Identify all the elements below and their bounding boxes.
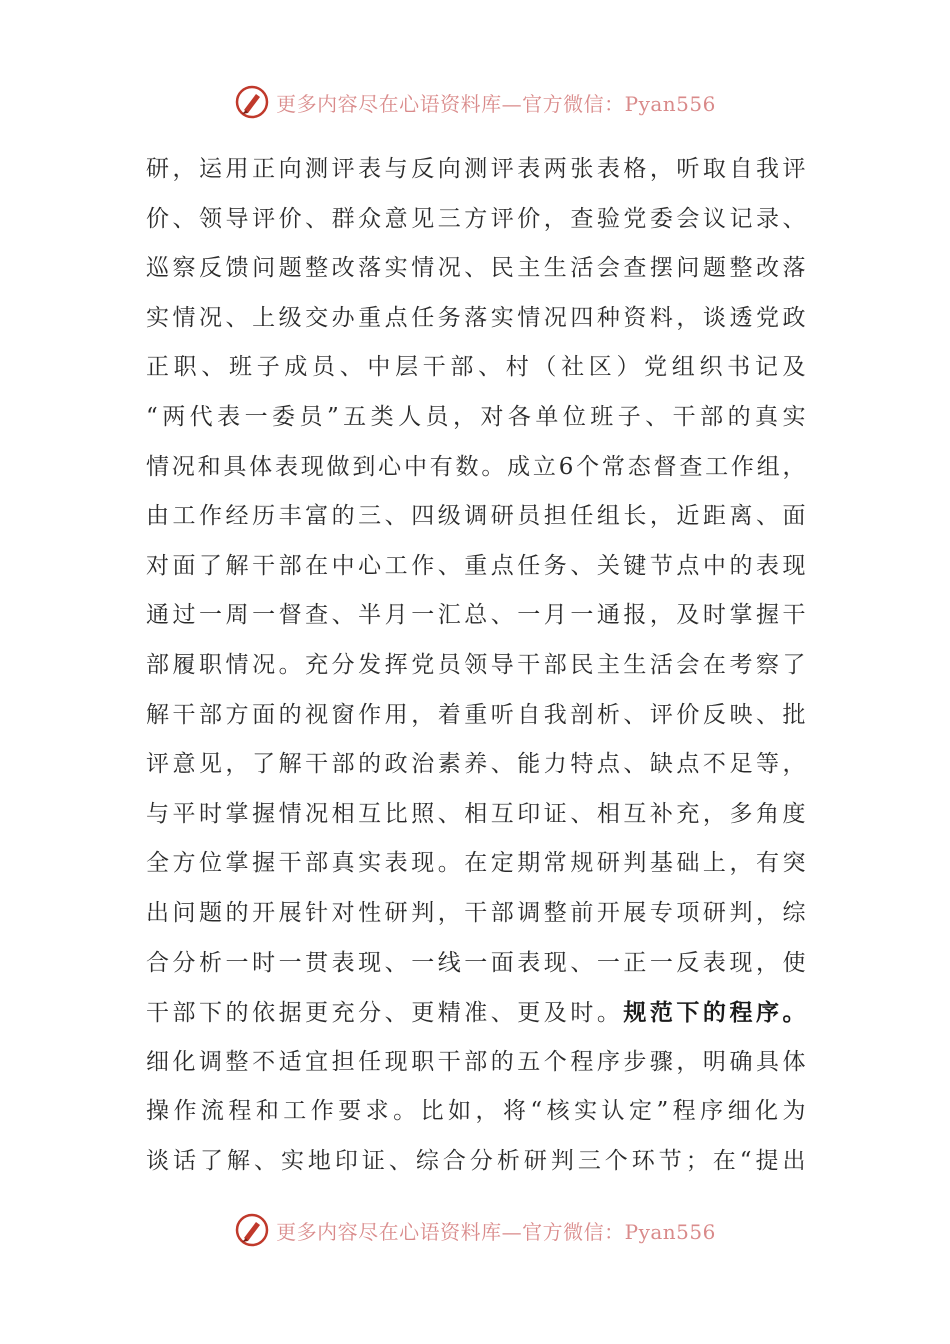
text-line: 解干部方面的视窗作用，着重听自我剖析、评价反映、批 [146,701,806,728]
text-line: 正职、班子成员、中层干部、村（社区）党组织书记及 [146,354,806,381]
header-banner [0,82,950,122]
text-line: 研，运用正向测评表与反向测评表两张表格，听取自我评 [146,156,806,182]
text-line: 出问题的开展针对性研判，干部调整前开展专项研判，综 [146,899,806,926]
text-line: 价、领导评价、群众意见三方评价，查验党委会议记录、 [146,205,806,232]
text-line: 全方位掌握干部真实表现。在定期常规研判基础上，有突 [146,850,806,877]
text-line: 操作流程和工作要求。比如，将“核实认定”程序细化为 [146,1098,806,1125]
text-line-mixed [146,988,806,1038]
text-plain: 干部下的依据更充分、更精准、更及时。 [146,1000,624,1027]
text-line: 由工作经历丰富的三、四级调研员担任组长，近距离、面 [146,503,806,530]
footer-banner [0,1210,950,1250]
text-line: 对面了解干部在中心工作、重点任务、关键节点中的表现 [146,552,806,579]
text-line: 情况和具体表现做到心中有数。成立6个常态督查工作组， [146,453,806,480]
banner-text: 更多内容尽在心语资料库—官方微信：Pyan556 [276,91,716,116]
text-line: 实情况、上级交办重点任务落实情况四种资料，谈透党政 [146,304,806,331]
pen-logo-icon [234,84,270,120]
text-line: 合分析一时一贯表现、一线一面表现、一正一反表现，使 [146,949,806,976]
text-line: 细化调整不适宜担任现职干部的五个程序步骤，明确具体 [146,1048,806,1075]
text-line: 与平时掌握情况相互比照、相互印证、相互补充，多角度 [146,800,806,827]
text-line: 通过一周一督查、半月一汇总、一月一通报，及时掌握干 [146,602,806,629]
text-line: 评意见，了解干部的政治素养、能力特点、缺点不足等， [146,751,806,778]
text-line: 谈话了解、实地印证、综合分析研判三个环节；在“提出 [146,1147,806,1174]
text-line: “两代表一委员”五类人员，对各单位班子、干部的真实 [146,403,806,430]
section-heading: 规范下的程序。 [623,999,807,1027]
pen-logo-icon [234,1212,270,1248]
banner-text: 更多内容尽在心语资料库—官方微信：Pyan556 [276,1219,716,1244]
text-line: 巡察反馈问题整改落实情况、民主生活会查摆问题整改落 [146,255,806,282]
document-body [146,145,806,1186]
text-line: 部履职情况。充分发挥党员领导干部民主生活会在考察了 [146,651,806,678]
